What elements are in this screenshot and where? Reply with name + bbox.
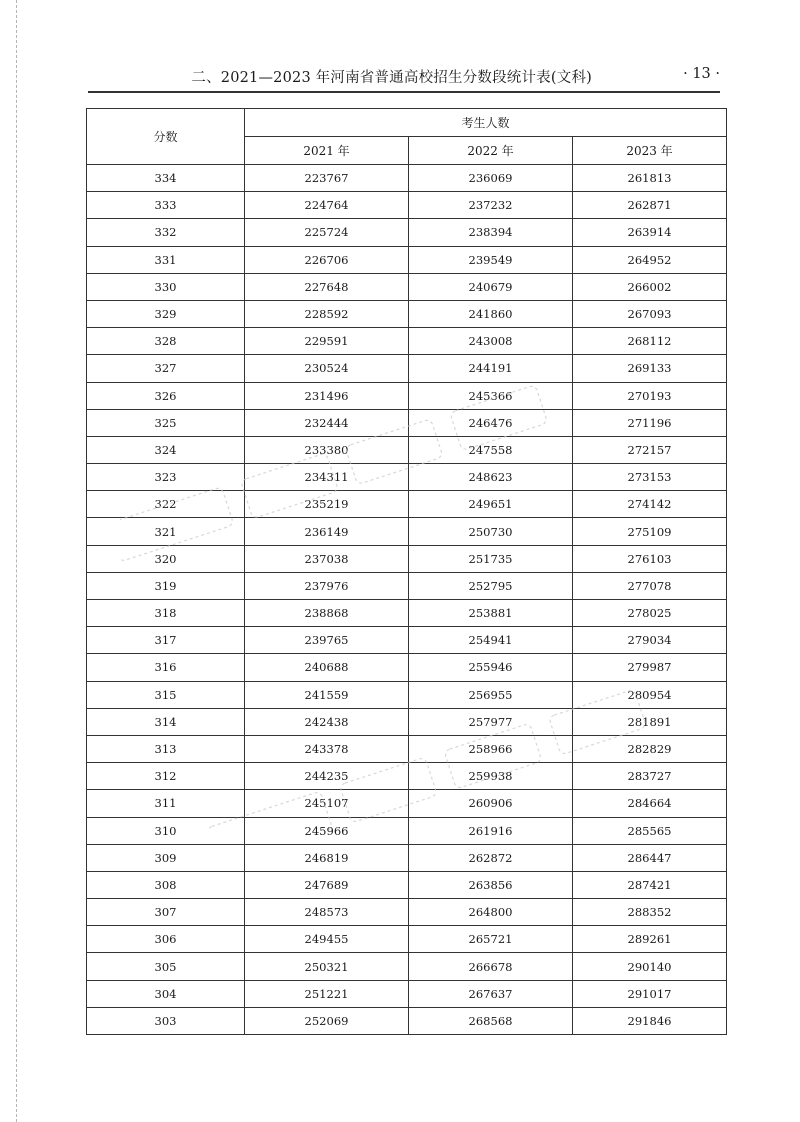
score-cell: 314 bbox=[87, 708, 245, 735]
table-row bbox=[87, 953, 727, 980]
count-2023-cell: 274142 bbox=[573, 491, 727, 518]
score-cell: 327 bbox=[87, 355, 245, 382]
count-2023-cell: 262871 bbox=[573, 192, 727, 219]
count-2021-cell: 230524 bbox=[245, 355, 409, 382]
score-cell: 331 bbox=[87, 246, 245, 273]
count-2023-cell: 276103 bbox=[573, 545, 727, 572]
table-row bbox=[87, 300, 727, 327]
count-2023-cell: 288352 bbox=[573, 899, 727, 926]
count-2021-cell: 237976 bbox=[245, 572, 409, 599]
count-2023-cell: 270193 bbox=[573, 382, 727, 409]
count-2022-cell: 246476 bbox=[409, 409, 573, 436]
score-cell: 319 bbox=[87, 572, 245, 599]
count-2022-cell: 253881 bbox=[409, 600, 573, 627]
score-column-header: 分数 bbox=[87, 109, 245, 165]
count-2021-cell: 252069 bbox=[245, 1007, 409, 1034]
count-2022-cell: 259938 bbox=[409, 763, 573, 790]
score-cell: 326 bbox=[87, 382, 245, 409]
count-2022-cell: 239549 bbox=[409, 246, 573, 273]
count-2022-cell: 256955 bbox=[409, 681, 573, 708]
count-2021-cell: 245966 bbox=[245, 817, 409, 844]
score-distribution-table bbox=[86, 108, 727, 1035]
score-cell: 332 bbox=[87, 219, 245, 246]
count-2022-cell: 244191 bbox=[409, 355, 573, 382]
count-2023-cell: 267093 bbox=[573, 300, 727, 327]
count-2021-cell: 223767 bbox=[245, 165, 409, 192]
count-2021-cell: 243378 bbox=[245, 735, 409, 762]
count-2021-cell: 225724 bbox=[245, 219, 409, 246]
score-cell: 324 bbox=[87, 436, 245, 463]
count-2023-cell: 268112 bbox=[573, 328, 727, 355]
count-2022-cell: 265721 bbox=[409, 926, 573, 953]
count-2021-cell: 250321 bbox=[245, 953, 409, 980]
count-2023-cell: 271196 bbox=[573, 409, 727, 436]
score-cell: 312 bbox=[87, 763, 245, 790]
table-row bbox=[87, 273, 727, 300]
count-2023-cell: 285565 bbox=[573, 817, 727, 844]
count-2022-cell: 236069 bbox=[409, 165, 573, 192]
table-row bbox=[87, 681, 727, 708]
page-header bbox=[88, 62, 720, 88]
count-2022-cell: 267637 bbox=[409, 980, 573, 1007]
score-cell: 318 bbox=[87, 600, 245, 627]
count-2023-cell: 287421 bbox=[573, 871, 727, 898]
count-2022-cell: 257977 bbox=[409, 708, 573, 735]
count-2021-cell: 235219 bbox=[245, 491, 409, 518]
score-cell: 311 bbox=[87, 790, 245, 817]
table-row bbox=[87, 871, 727, 898]
count-2022-cell: 247558 bbox=[409, 436, 573, 463]
count-2023-cell: 277078 bbox=[573, 572, 727, 599]
count-2022-cell: 241860 bbox=[409, 300, 573, 327]
count-2021-cell: 240688 bbox=[245, 654, 409, 681]
count-2021-cell: 245107 bbox=[245, 790, 409, 817]
count-2022-cell: 254941 bbox=[409, 627, 573, 654]
score-cell: 322 bbox=[87, 491, 245, 518]
count-2021-cell: 228592 bbox=[245, 300, 409, 327]
count-2022-cell: 255946 bbox=[409, 654, 573, 681]
score-cell: 303 bbox=[87, 1007, 245, 1034]
score-cell: 316 bbox=[87, 654, 245, 681]
score-cell: 315 bbox=[87, 681, 245, 708]
count-2021-cell: 229591 bbox=[245, 328, 409, 355]
year-2023-header: 2023 年 bbox=[573, 137, 727, 165]
table-row bbox=[87, 899, 727, 926]
table-row bbox=[87, 926, 727, 953]
count-2022-cell: 237232 bbox=[409, 192, 573, 219]
table-row bbox=[87, 627, 727, 654]
count-2022-cell: 262872 bbox=[409, 844, 573, 871]
count-2023-cell: 278025 bbox=[573, 600, 727, 627]
count-2023-cell: 263914 bbox=[573, 219, 727, 246]
table-row bbox=[87, 491, 727, 518]
header-rule bbox=[88, 91, 720, 93]
table-row bbox=[87, 654, 727, 681]
table-row bbox=[87, 219, 727, 246]
count-2023-cell: 264952 bbox=[573, 246, 727, 273]
binding-edge-line bbox=[16, 0, 17, 1122]
table-row bbox=[87, 355, 727, 382]
count-2021-cell: 237038 bbox=[245, 545, 409, 572]
count-2022-cell: 249651 bbox=[409, 491, 573, 518]
count-2021-cell: 242438 bbox=[245, 708, 409, 735]
score-cell: 306 bbox=[87, 926, 245, 953]
count-2021-cell: 227648 bbox=[245, 273, 409, 300]
count-2023-cell: 281891 bbox=[573, 708, 727, 735]
count-2023-cell: 291846 bbox=[573, 1007, 727, 1034]
count-2023-cell: 266002 bbox=[573, 273, 727, 300]
score-cell: 308 bbox=[87, 871, 245, 898]
table-row bbox=[87, 817, 727, 844]
count-2023-cell: 291017 bbox=[573, 980, 727, 1007]
count-2023-cell: 261813 bbox=[573, 165, 727, 192]
count-2023-cell: 290140 bbox=[573, 953, 727, 980]
count-2021-cell: 244235 bbox=[245, 763, 409, 790]
count-2023-cell: 282829 bbox=[573, 735, 727, 762]
table-row bbox=[87, 409, 727, 436]
table-row bbox=[87, 436, 727, 463]
table-body bbox=[87, 165, 727, 1035]
score-cell: 320 bbox=[87, 545, 245, 572]
count-2022-cell: 264800 bbox=[409, 899, 573, 926]
count-2021-cell: 251221 bbox=[245, 980, 409, 1007]
count-2021-cell: 249455 bbox=[245, 926, 409, 953]
candidate-count-group-header: 考生人数 bbox=[245, 109, 727, 137]
table-row bbox=[87, 464, 727, 491]
count-2023-cell: 280954 bbox=[573, 681, 727, 708]
score-cell: 317 bbox=[87, 627, 245, 654]
score-cell: 329 bbox=[87, 300, 245, 327]
count-2021-cell: 247689 bbox=[245, 871, 409, 898]
count-2023-cell: 286447 bbox=[573, 844, 727, 871]
table-row bbox=[87, 1007, 727, 1034]
count-2021-cell: 224764 bbox=[245, 192, 409, 219]
score-cell: 330 bbox=[87, 273, 245, 300]
count-2021-cell: 236149 bbox=[245, 518, 409, 545]
count-2022-cell: 261916 bbox=[409, 817, 573, 844]
table-row bbox=[87, 382, 727, 409]
table-row bbox=[87, 980, 727, 1007]
count-2022-cell: 268568 bbox=[409, 1007, 573, 1034]
score-cell: 313 bbox=[87, 735, 245, 762]
table-row bbox=[87, 328, 727, 355]
count-2022-cell: 238394 bbox=[409, 219, 573, 246]
count-2023-cell: 272157 bbox=[573, 436, 727, 463]
count-2023-cell: 284664 bbox=[573, 790, 727, 817]
page-number: · 13 · bbox=[683, 66, 720, 82]
count-2023-cell: 269133 bbox=[573, 355, 727, 382]
table-row bbox=[87, 708, 727, 735]
table-row bbox=[87, 572, 727, 599]
count-2022-cell: 263856 bbox=[409, 871, 573, 898]
count-2023-cell: 289261 bbox=[573, 926, 727, 953]
count-2021-cell: 238868 bbox=[245, 600, 409, 627]
year-2022-header: 2022 年 bbox=[409, 137, 573, 165]
page-title: 二、2021—2023 年河南省普通高校招生分数段统计表(文科) bbox=[191, 70, 592, 86]
score-cell: 334 bbox=[87, 165, 245, 192]
count-2021-cell: 234311 bbox=[245, 464, 409, 491]
count-2021-cell: 226706 bbox=[245, 246, 409, 273]
table-row bbox=[87, 844, 727, 871]
count-2022-cell: 252795 bbox=[409, 572, 573, 599]
count-2021-cell: 246819 bbox=[245, 844, 409, 871]
count-2022-cell: 251735 bbox=[409, 545, 573, 572]
score-cell: 309 bbox=[87, 844, 245, 871]
table-row bbox=[87, 192, 727, 219]
table-row bbox=[87, 600, 727, 627]
table-row bbox=[87, 735, 727, 762]
table-row bbox=[87, 165, 727, 192]
count-2023-cell: 273153 bbox=[573, 464, 727, 491]
count-2022-cell: 245366 bbox=[409, 382, 573, 409]
count-2021-cell: 231496 bbox=[245, 382, 409, 409]
count-2022-cell: 240679 bbox=[409, 273, 573, 300]
score-cell: 333 bbox=[87, 192, 245, 219]
count-2021-cell: 239765 bbox=[245, 627, 409, 654]
score-cell: 325 bbox=[87, 409, 245, 436]
table-row bbox=[87, 790, 727, 817]
score-cell: 328 bbox=[87, 328, 245, 355]
count-2021-cell: 233380 bbox=[245, 436, 409, 463]
count-2022-cell: 258966 bbox=[409, 735, 573, 762]
count-2022-cell: 243008 bbox=[409, 328, 573, 355]
count-2022-cell: 248623 bbox=[409, 464, 573, 491]
year-2021-header: 2021 年 bbox=[245, 137, 409, 165]
count-2022-cell: 250730 bbox=[409, 518, 573, 545]
count-2022-cell: 260906 bbox=[409, 790, 573, 817]
score-cell: 305 bbox=[87, 953, 245, 980]
score-cell: 307 bbox=[87, 899, 245, 926]
score-cell: 304 bbox=[87, 980, 245, 1007]
count-2023-cell: 279034 bbox=[573, 627, 727, 654]
table-row bbox=[87, 246, 727, 273]
score-cell: 310 bbox=[87, 817, 245, 844]
count-2021-cell: 248573 bbox=[245, 899, 409, 926]
score-cell: 323 bbox=[87, 464, 245, 491]
count-2023-cell: 275109 bbox=[573, 518, 727, 545]
count-2023-cell: 279987 bbox=[573, 654, 727, 681]
table-row bbox=[87, 518, 727, 545]
score-cell: 321 bbox=[87, 518, 245, 545]
count-2022-cell: 266678 bbox=[409, 953, 573, 980]
table-row bbox=[87, 763, 727, 790]
count-2023-cell: 283727 bbox=[573, 763, 727, 790]
table-row bbox=[87, 545, 727, 572]
count-2021-cell: 232444 bbox=[245, 409, 409, 436]
count-2021-cell: 241559 bbox=[245, 681, 409, 708]
